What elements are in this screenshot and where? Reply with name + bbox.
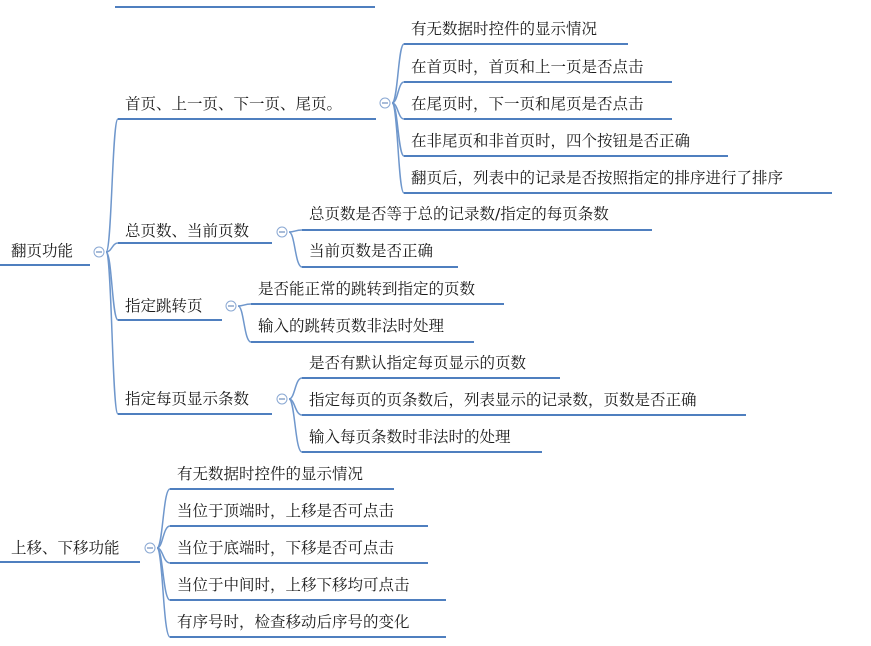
leaf-node[interactable] [170,576,446,600]
node-jump-to-page[interactable] [118,297,222,320]
node-move-label: 上移、下移功能 [11,539,120,557]
leaf-node[interactable] [302,428,542,452]
leaf-label: 是否有默认指定每页显示的页数 [309,354,527,372]
node-paging[interactable] [0,242,90,265]
leaf-label: 指定每页的页条数后，列表显示的记录数，页数是否正确 [309,391,697,409]
collapse-toggle-jump-to-page[interactable] [226,301,236,311]
leaf-node[interactable] [170,502,428,526]
leaf-node[interactable] [302,242,458,267]
leaf-node[interactable] [302,205,652,230]
leaf-label: 在尾页时，下一页和尾页是否点击 [411,95,644,113]
leaf-node[interactable] [170,613,446,637]
leaf-node[interactable] [404,58,672,82]
leaf-node[interactable] [404,95,672,119]
leaf-node[interactable] [404,20,628,44]
node-page-size[interactable] [118,390,272,414]
node-label: 首页、上一页、下一页、尾页。 [125,95,343,113]
collapse-toggle-move[interactable] [145,543,155,553]
node-label: 指定跳转页 [125,297,203,315]
leaf-label: 输入的跳转页数非法时处理 [258,317,445,335]
leaf-label: 当位于中间时，上移下移均可点击 [177,576,410,594]
leaf-label: 总页数是否等于总的记录数/指定的每页条数 [309,205,609,223]
leaf-label: 当位于顶端时，上移是否可点击 [177,502,395,520]
leaf-node[interactable] [404,132,728,156]
leaf-node[interactable] [170,465,394,489]
leaf-node[interactable] [404,168,832,193]
collapse-toggle-total-current-pages[interactable] [277,227,287,237]
leaf-label: 有序号时，检查移动后序号的变化 [177,613,410,631]
leaf-label: 翻页后，列表中的记录是否按照指定的排序进行了排序 [411,169,784,187]
node-first-prev-next-last[interactable] [118,95,376,119]
node-label: 总页数、当前页数 [125,222,250,240]
leaf-node[interactable] [170,539,428,563]
leaf-label: 有无数据时控件的显示情况 [177,465,364,483]
leaf-node[interactable] [302,390,746,415]
collapse-toggle-paging[interactable] [94,247,104,257]
leaf-node[interactable] [251,317,474,342]
node-move-up-down[interactable] [0,539,140,562]
leaf-node[interactable] [302,354,560,378]
leaf-label: 当前页数是否正确 [309,242,434,260]
leaf-label: 当位于底端时，下移是否可点击 [177,539,395,557]
node-paging-label: 翻页功能 [11,242,74,260]
node-total-current-pages[interactable] [118,222,272,243]
collapse-toggle-page-size[interactable] [277,394,287,404]
collapse-toggle-first-prev-next-last[interactable] [380,98,390,108]
node-label: 指定每页显示条数 [125,390,250,408]
leaf-label: 有无数据时控件的显示情况 [411,20,598,38]
leaf-label: 输入每页条数时非法时的处理 [309,428,511,446]
leaf-label: 是否能正常的跳转到指定的页数 [258,280,476,298]
leaf-node[interactable] [251,280,504,304]
leaf-label: 在非尾页和非首页时，四个按钮是否正确 [411,132,691,150]
leaf-label: 在首页时，首页和上一页是否点击 [411,58,644,76]
